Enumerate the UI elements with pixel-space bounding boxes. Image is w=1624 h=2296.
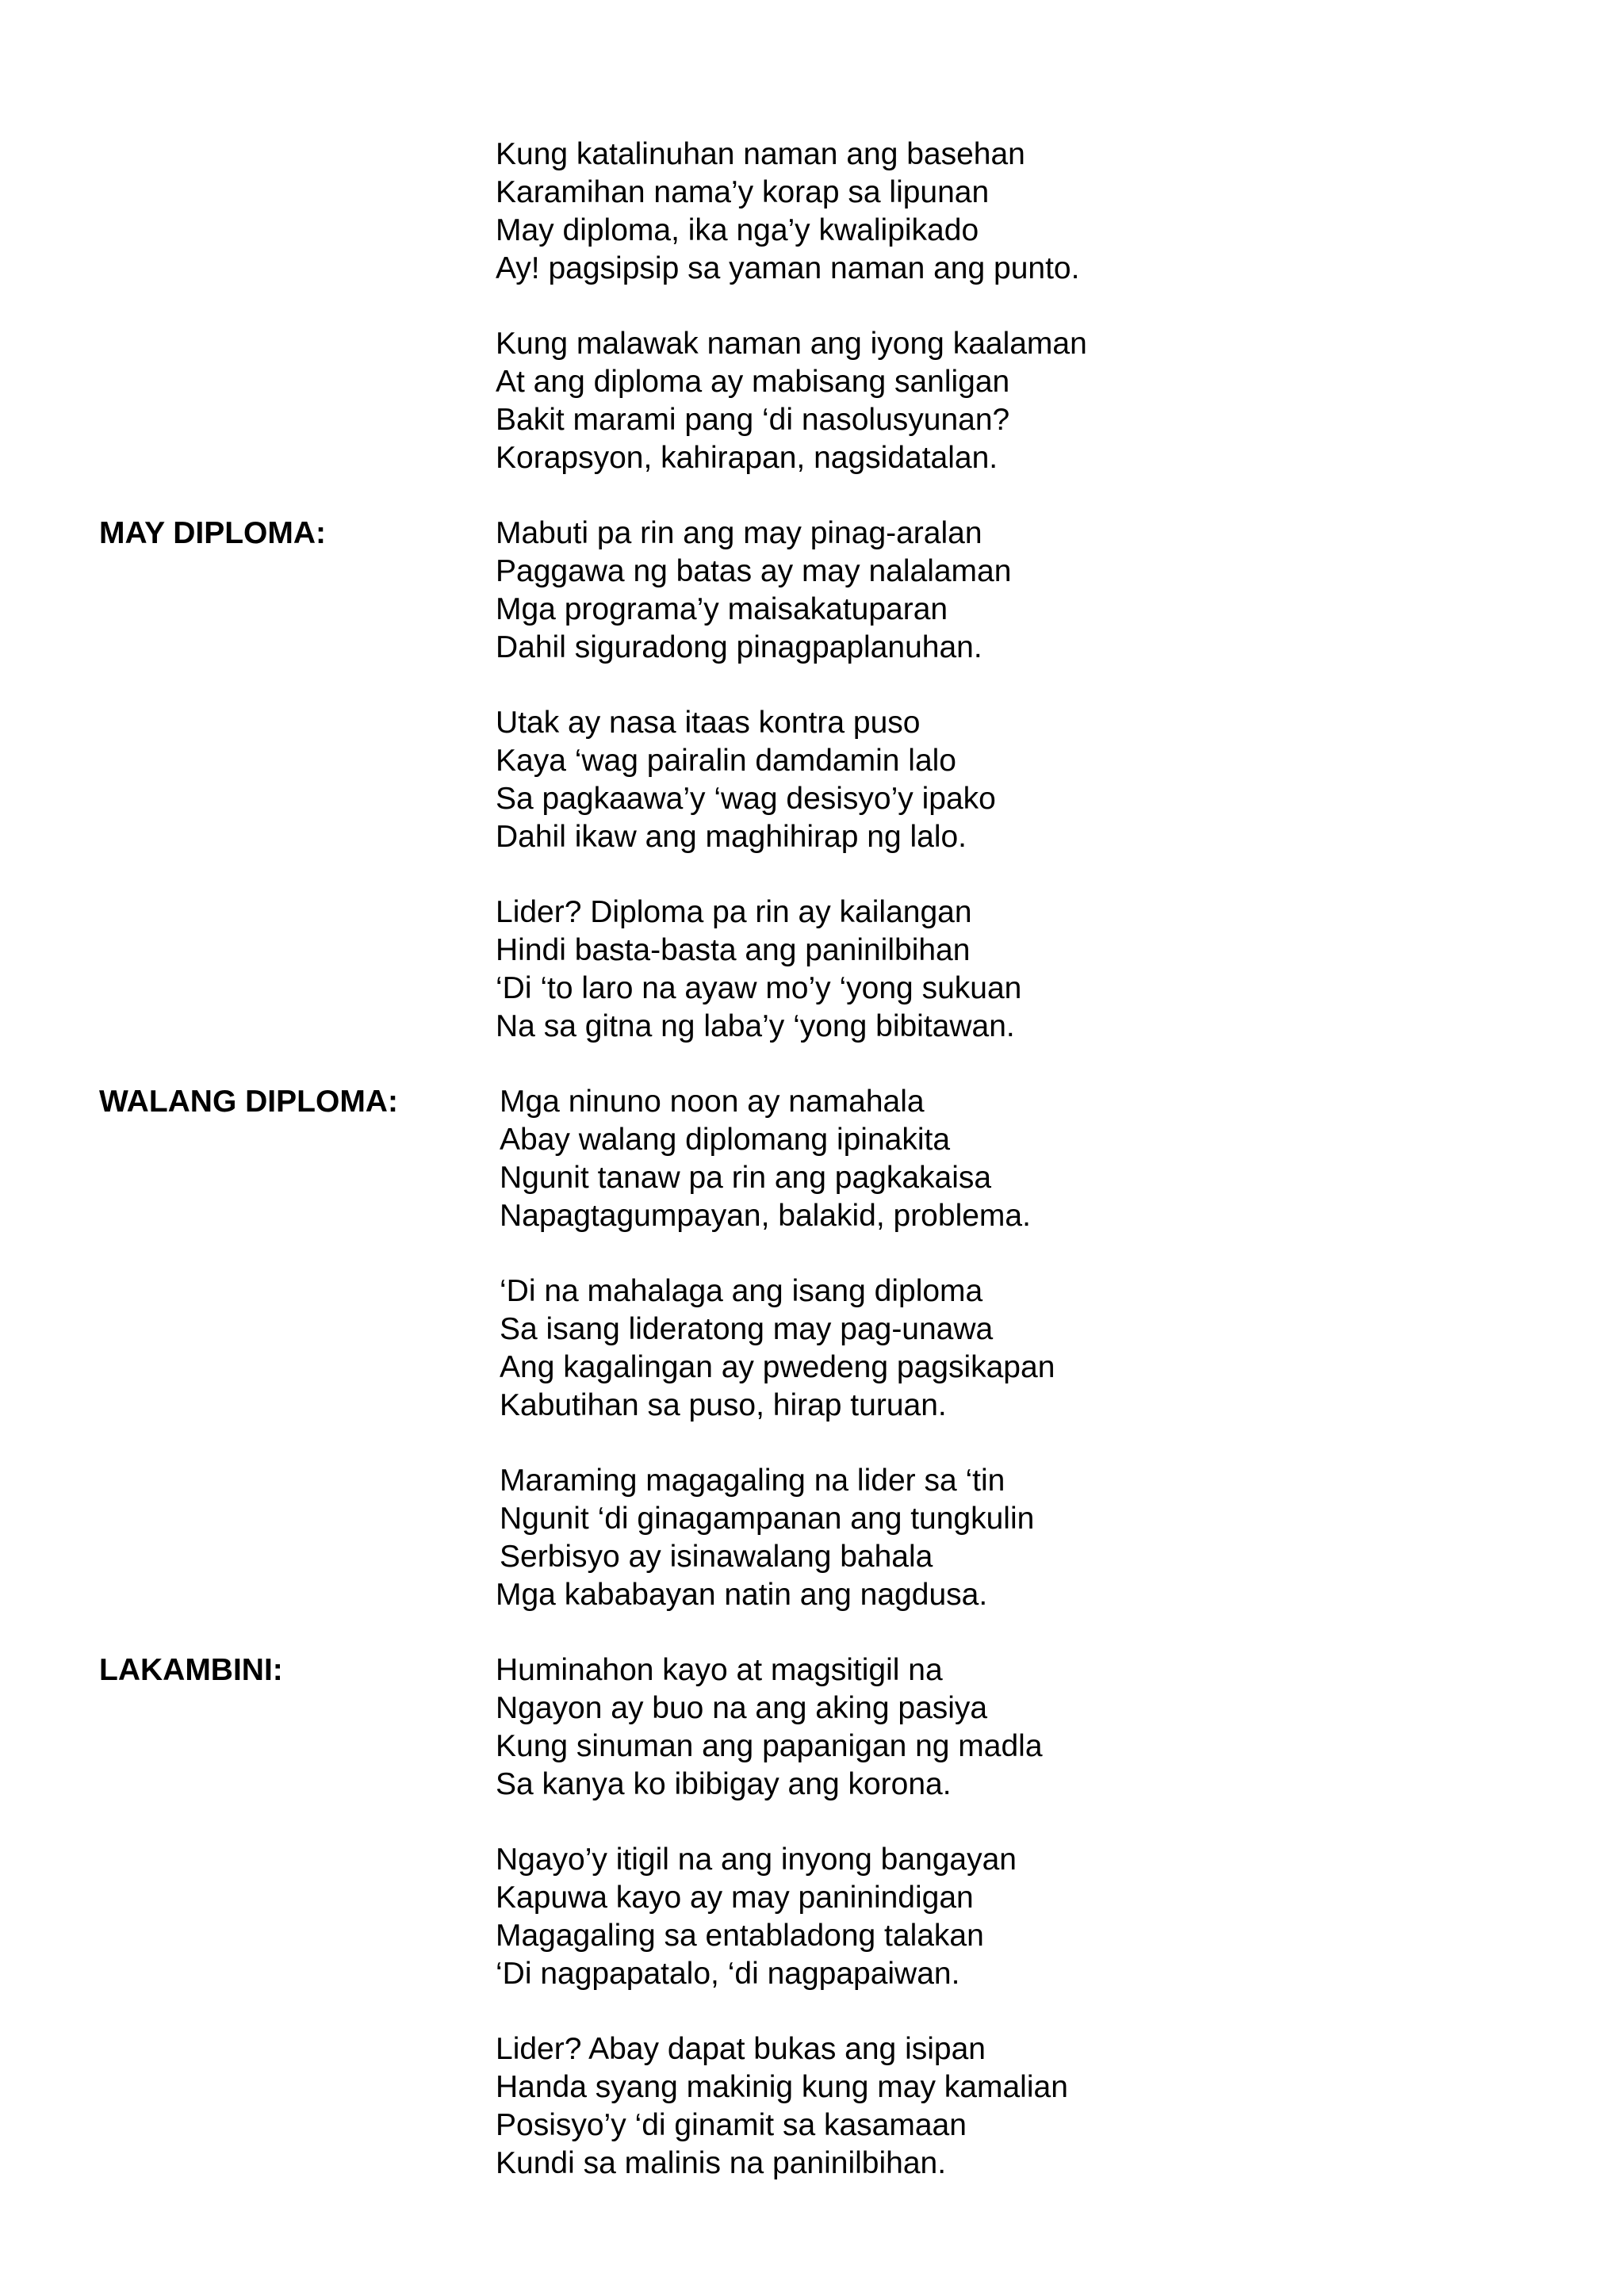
speaker-label-walang-diploma: WALANG DIPLOMA:	[99, 1085, 398, 1119]
verse-line: Kung malawak naman ang iyong kaalaman	[496, 327, 1087, 361]
verse-line: Kung katalinuhan naman ang basehan	[496, 137, 1025, 171]
verse-line: At ang diploma ay mabisang sanligan	[496, 365, 1010, 399]
verse-line: Karamihan nama’y korap sa lipunan	[496, 175, 990, 209]
verse-line: Korapsyon, kahirapan, nagsidatalan.	[496, 441, 998, 475]
verse-line: Ngayo’y itigil na ang inyong bangayan	[496, 1843, 1017, 1877]
verse-line: Utak ay nasa itaas kontra puso	[496, 706, 921, 740]
stanza	[496, 2030, 1068, 2183]
verse-line: Magagaling sa entabladong talakan	[496, 1919, 984, 1953]
verse-line: Dahil siguradong pinagpaplanuhan.	[496, 630, 982, 664]
verse-line: Mga ninuno noon ay namahala	[500, 1085, 925, 1119]
stanza	[496, 894, 1021, 1046]
verse-line: Sa kanya ko ibibigay ang korona.	[496, 1767, 952, 1801]
verse-line: Abay walang diplomang ipinakita	[500, 1123, 951, 1157]
verse-line: Kung sinuman ang papanigan ng madla	[496, 1729, 1043, 1763]
verse-line: Maraming magagaling na lider sa ‘tin	[500, 1464, 1005, 1498]
verse-line: Na sa gitna ng laba’y ‘yong bibitawan.	[496, 1009, 1015, 1043]
verse-line: Mga programa’y maisakatuparan	[496, 592, 948, 626]
verse-line: ‘Di na mahalaga ang isang diploma	[500, 1274, 983, 1308]
stanza	[500, 1272, 1055, 1425]
verse-line: Ang kagalingan ay pwedeng pagsikapan	[500, 1350, 1055, 1384]
stanza	[496, 1841, 1017, 1993]
verse-line: Paggawa ng batas ay may nalalaman	[496, 554, 1012, 588]
verse-line: Ngunit tanaw pa rin ang pagkakaisa	[500, 1161, 992, 1195]
stanza	[496, 1651, 1043, 1804]
verse-line: ‘Di ‘to laro na ayaw mo’y ‘yong sukuan	[496, 971, 1022, 1005]
verse-line: ‘Di nagpapatalo, ‘di nagpapaiwan.	[496, 1957, 960, 1991]
verse-line: Serbisyo ay isinawalang bahala	[500, 1540, 933, 1574]
verse-line: Kundi sa malinis na paninilbihan.	[496, 2146, 947, 2180]
verse-line: Mga kababayan natin ang nagdusa.	[496, 1578, 988, 1612]
verse-line: Handa syang makinig kung may kamalian	[496, 2070, 1068, 2104]
verse-line: Mabuti pa rin ang may pinag-aralan	[496, 516, 982, 550]
verse-line: Sa isang lideratong may pag-unawa	[500, 1312, 994, 1346]
verse-line: Ay! pagsipsip sa yaman naman ang punto.	[496, 251, 1080, 285]
verse-line: Sa pagkaawa’y ‘wag desisyo’y ipako	[496, 782, 996, 816]
verse-line: Ngayon ay buo na ang aking pasiya	[496, 1691, 988, 1725]
stanza	[496, 136, 1079, 288]
verse-line: Lider? Abay dapat bukas ang isipan	[496, 2032, 986, 2066]
verse-line: Huminahon kayo at magsitigil na	[496, 1653, 943, 1687]
speaker-label-lakambini: LAKAMBINI:	[99, 1653, 283, 1687]
verse-line: Kapuwa kayo ay may paninindigan	[496, 1881, 974, 1915]
stanza	[496, 325, 1087, 477]
verse-line: Kaya ‘wag pairalin damdamin lalo	[496, 744, 956, 778]
verse-line: Dahil ikaw ang maghihirap ng lalo.	[496, 820, 967, 854]
verse-line: Napagtagumpayan, balakid, problema.	[500, 1199, 1031, 1233]
verse-line: Ngunit ‘di ginagampanan ang tungkulin	[500, 1502, 1035, 1536]
speaker-label-may-diploma: MAY DIPLOMA:	[99, 516, 327, 550]
verse-line: Kabutihan sa puso, hirap turuan.	[500, 1388, 947, 1422]
stanza	[496, 704, 996, 856]
verse-line: May diploma, ika nga’y kwalipikado	[496, 213, 979, 247]
stanza	[496, 1462, 1035, 1614]
verse-line: Hindi basta-basta ang paninilbihan	[496, 933, 971, 967]
verse-line: Lider? Diploma pa rin ay kailangan	[496, 895, 972, 929]
verse-line: Bakit marami pang ‘di nasolusyunan?	[496, 403, 1010, 437]
verse-line: Posisyo’y ‘di ginamit sa kasamaan	[496, 2108, 967, 2142]
stanza	[500, 1083, 1031, 1235]
stanza	[496, 515, 1011, 667]
